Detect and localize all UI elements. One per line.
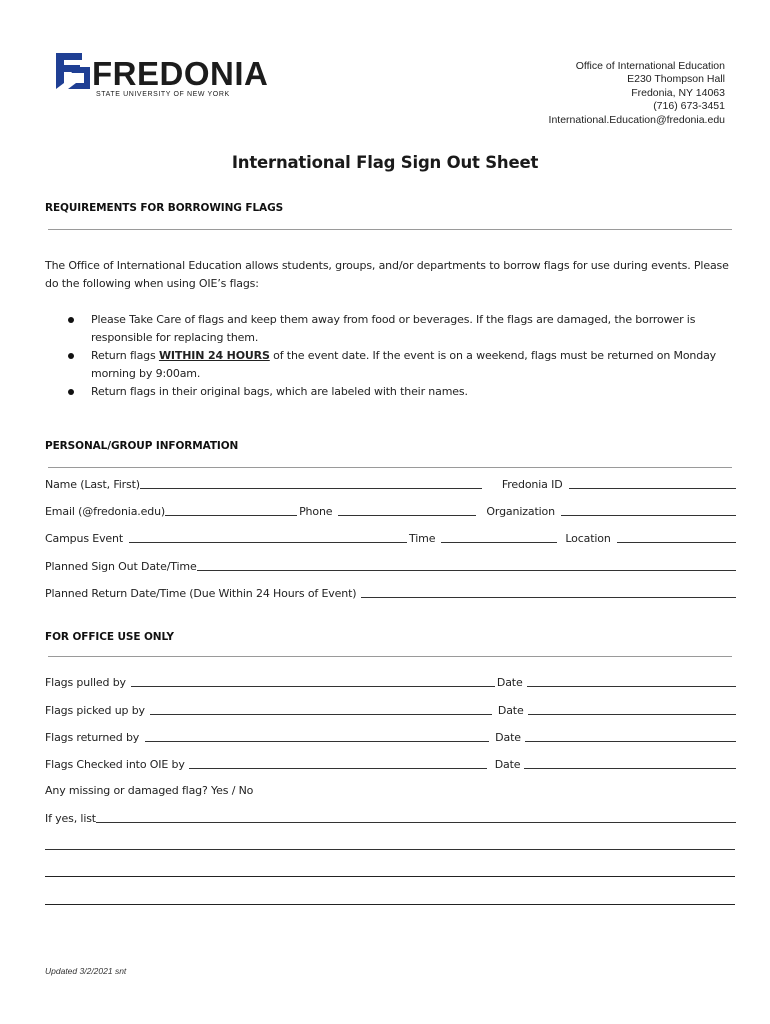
- checked-into-field[interactable]: [189, 757, 487, 769]
- sign-out-row: [45, 559, 738, 573]
- contact-office: Office of International Education: [575, 60, 725, 72]
- returned-row: [45, 730, 738, 744]
- phone-label: Phone: [299, 505, 333, 518]
- fredonia-id-field[interactable]: [569, 477, 736, 489]
- list-item: Please Take Care of flags and keep them away from food or beverages. If the flags are damaged, the borrower is responsible for replacing them.: [64, 311, 740, 346]
- date-label: Date: [495, 731, 521, 744]
- contact-phone: (716) 673-3451: [653, 100, 725, 113]
- organization-label: Organization: [486, 505, 555, 518]
- return-label: Planned Return Date/Time (Due Within 24 Hours of Event): [45, 587, 357, 600]
- office-divider: [48, 656, 732, 657]
- return-row: [45, 586, 738, 600]
- pulled-by-label: Flags pulled by: [45, 676, 126, 689]
- sign-out-label: Planned Sign Out Date/Time: [45, 560, 197, 573]
- phone-field[interactable]: [338, 504, 476, 516]
- contact-email[interactable]: International.Education@fredonia.edu: [548, 113, 725, 126]
- return-field[interactable]: [361, 586, 736, 598]
- pulled-row: [45, 675, 738, 689]
- name-field[interactable]: [140, 477, 482, 489]
- extra-line-2[interactable]: [45, 876, 735, 877]
- fredonia-logo-icon: [56, 53, 90, 89]
- checked-row: [45, 757, 738, 771]
- picked-row: [45, 703, 738, 717]
- bullet-icon: [68, 317, 74, 323]
- picked-up-by-field[interactable]: [150, 703, 492, 715]
- event-row: [45, 531, 738, 545]
- missing-row: [45, 784, 738, 797]
- date-label: Date: [497, 704, 524, 717]
- campus-event-field[interactable]: [129, 531, 407, 543]
- returned-by-label: Flags returned by: [45, 731, 140, 744]
- requirements-heading: REQUIREMENTS FOR BORROWING FLAGS: [45, 202, 284, 214]
- missing-list-field[interactable]: [96, 811, 736, 823]
- deadline-emphasis: WITHIN 24 HOURS: [158, 349, 270, 362]
- time-field[interactable]: [441, 531, 557, 543]
- date-label: Date: [494, 758, 521, 771]
- bullet-icon: [68, 353, 74, 359]
- sign-out-field[interactable]: [197, 559, 736, 571]
- organization-field[interactable]: [561, 504, 736, 516]
- extra-line-1[interactable]: [45, 849, 735, 850]
- bullet-icon: [68, 389, 74, 395]
- list-item: Return flags in their original bags, which are labeled with their names.: [64, 383, 740, 401]
- if-yes-label: If yes, list: [45, 812, 96, 825]
- requirements-divider: [48, 229, 732, 230]
- office-heading: FOR OFFICE USE ONLY: [45, 631, 174, 643]
- missing-question[interactable]: Any missing or damaged flag? Yes / No: [45, 784, 254, 797]
- logo-wordmark: FREDONIA: [92, 55, 269, 92]
- date-label: Date: [496, 676, 523, 689]
- location-field[interactable]: [617, 531, 736, 543]
- picked-up-by-label: Flags picked up by: [45, 704, 145, 717]
- contact-row: [45, 504, 738, 518]
- contact-city: Fredonia, NY 14063: [631, 86, 725, 99]
- name-label: Name (Last, First): [45, 478, 140, 491]
- requirements-intro: The Office of International Education allows students, groups, and/or departments to borrow flags for use during events. Please do the following when using OIE’s flags:: [45, 259, 729, 290]
- contact-block: [549, 60, 725, 127]
- checked-into-label: Flags Checked into OIE by: [45, 758, 185, 771]
- personal-heading: PERSONAL/GROUP INFORMATION: [45, 440, 239, 452]
- pulled-by-field[interactable]: [131, 675, 495, 687]
- fredonia-id-label: Fredonia ID: [501, 478, 563, 491]
- returned-by-field[interactable]: [145, 730, 489, 742]
- extra-line-3[interactable]: [45, 904, 735, 905]
- location-label: Location: [565, 532, 611, 545]
- updated-note: Updated 3/2/2021 snt: [45, 966, 127, 976]
- contact-address: E230 Thompson Hall: [627, 73, 725, 86]
- logo-subtitle: STATE UNIVERSITY OF NEW YORK: [96, 91, 230, 98]
- returned-date-field[interactable]: [525, 730, 736, 742]
- pulled-date-field[interactable]: [527, 675, 736, 687]
- list-item: Return flags WITHIN 24 HOURS of the event date. If the event is on a weekend, flags must be returned on Monday morning by 9:00am.: [64, 347, 740, 382]
- time-label: Time: [409, 532, 436, 545]
- name-row: [45, 477, 738, 491]
- picked-date-field[interactable]: [528, 703, 736, 715]
- email-field[interactable]: [165, 504, 297, 516]
- campus-event-label: Campus Event: [45, 532, 124, 545]
- checked-date-field[interactable]: [524, 757, 736, 769]
- email-label: Email (@fredonia.edu): [45, 505, 166, 518]
- if-yes-row: [45, 811, 738, 825]
- requirements-list: [64, 311, 740, 402]
- personal-divider: [48, 467, 732, 468]
- page-title: International Flag Sign Out Sheet: [231, 153, 539, 172]
